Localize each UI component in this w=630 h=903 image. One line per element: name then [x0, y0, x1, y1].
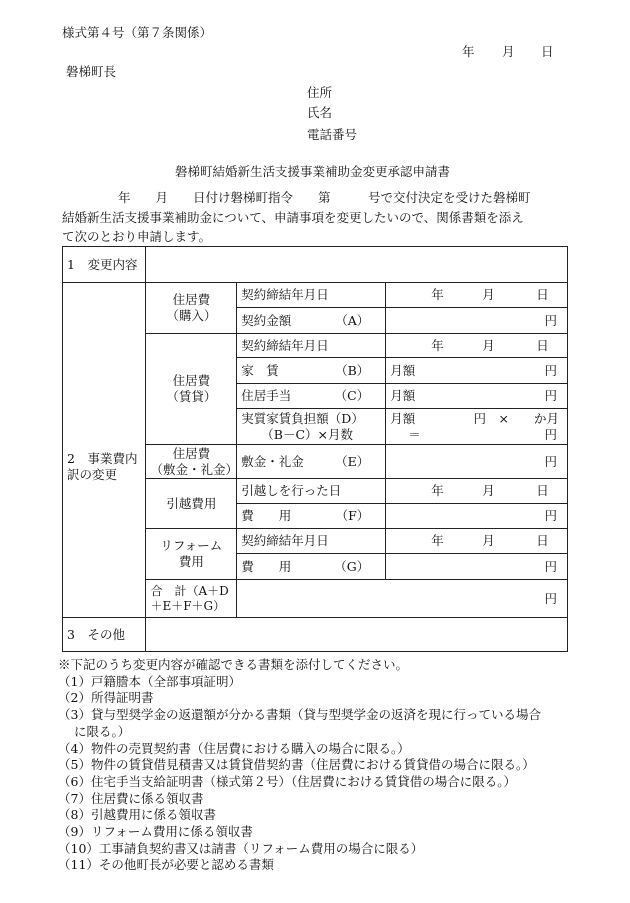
applicant-phone-label: 電話番号: [307, 127, 358, 142]
contract-amount-label: [237, 308, 386, 334]
expense-text: 費 用: [241, 508, 292, 524]
rent-label: [237, 358, 386, 384]
applicant-name-label: 氏名: [307, 105, 333, 120]
yen-unit: 円: [544, 312, 557, 328]
category-moving: 引越費用: [146, 479, 237, 529]
note-item: （5）物件の賃貸借見積書又は賃貸借契約書（住居費における賃貸借の場合に限る。）: [58, 757, 535, 773]
total-line1: 合 計（A＋D: [150, 583, 229, 598]
purchase-line2: （購入）: [166, 308, 217, 323]
housing-allowance-field[interactable]: [386, 384, 568, 409]
section-change-content-label: 1 変更内容: [63, 247, 146, 283]
equals-sign: ＝: [408, 426, 421, 442]
actual-rent-line2: （B－C）×月数: [261, 426, 354, 442]
addressee: 磐梯町長: [66, 64, 117, 79]
rent-text: 家 賃: [241, 362, 279, 378]
intro-line-3: て次のとおり申請します。: [62, 229, 212, 244]
date-day-label: 日: [541, 44, 554, 59]
moving-date-field[interactable]: [386, 479, 568, 504]
category-deposit: [146, 445, 237, 479]
actual-rent-field[interactable]: [386, 409, 568, 445]
year-label: 年: [431, 483, 444, 499]
category-purchase: [146, 283, 237, 334]
actual-rent-line1: 実質家賃負担額（D）: [241, 410, 364, 426]
expense-breakdown-line2: 訳の変更: [67, 467, 118, 482]
application-table: [62, 246, 568, 652]
note-item: （8）引越費用に係る領収書: [58, 807, 216, 823]
purchase-line1: 住居費: [172, 292, 211, 308]
day-label: 日: [536, 533, 549, 549]
month-label: 月: [482, 287, 495, 303]
purchase-contract-date-label: 契約締結年月日: [237, 283, 386, 308]
year-label: 年: [431, 337, 444, 353]
document-title: 磐梯町結婚新生活支援事業補助金変更承認申請書: [175, 164, 451, 179]
monthly-label: 月額: [390, 410, 416, 426]
tag-c: （C）: [334, 388, 370, 404]
note-item: （3）貸与型奨学金の返還額が分かる書類（貸与型奨学金の返済を現に行っている場合: [58, 707, 541, 723]
rent-line2: （賃貸）: [166, 389, 217, 404]
note-item: （4）物件の売買契約書（住居費における購入の場合に限る。）: [58, 740, 410, 756]
intro-line-1: 年 月 日付け磐梯町指令 第 号で交付決定を受けた磐梯町: [118, 190, 531, 205]
rent-contract-date-field[interactable]: [386, 334, 568, 358]
monthly-label: 月額: [390, 362, 416, 378]
expense-text: 費 用: [241, 558, 292, 574]
yen-unit: 円: [544, 426, 557, 442]
reform-expense-field[interactable]: [386, 554, 568, 580]
housing-allowance-label: [237, 384, 386, 409]
reform-contract-date-label: 契約締結年月日: [237, 529, 386, 554]
section-other-label: 3 その他: [63, 618, 146, 652]
rent-field[interactable]: [386, 358, 568, 384]
day-label: 日: [536, 483, 549, 499]
tag-a: （A）: [335, 312, 370, 328]
tag-e: （E）: [335, 453, 370, 469]
reform-line1: リフォーム: [160, 538, 223, 554]
yen-unit: 円: [544, 362, 557, 378]
times-months-label: 円 × か月: [473, 410, 559, 426]
date-month-label: 月: [502, 44, 515, 59]
moving-expense-field[interactable]: [386, 504, 568, 529]
note-item: （9）リフォーム費用に係る領収書: [58, 824, 253, 840]
moving-expense-label: [237, 504, 386, 529]
reform-expense-label: [237, 554, 386, 580]
note-item: （7）住居費に係る領収書: [58, 790, 204, 806]
contract-amount-text: 契約金額: [241, 312, 292, 328]
change-content-field[interactable]: [146, 247, 568, 283]
year-label: 年: [431, 287, 444, 303]
rent-contract-date-label: 契約締結年月日: [237, 334, 386, 358]
deposit-label: [237, 445, 386, 479]
form-number: 様式第４号（第７条関係）: [62, 25, 213, 40]
month-label: 月: [482, 483, 495, 499]
yen-unit: 円: [544, 558, 557, 574]
month-label: 月: [482, 337, 495, 353]
note-item: （11）その他町長が必要と認める書類: [58, 857, 274, 873]
yen-unit: 円: [544, 590, 557, 606]
day-label: 日: [536, 287, 549, 303]
note-item-continuation: に限る。）: [74, 723, 131, 739]
applicant-address-label: 住所: [307, 85, 333, 100]
actual-rent-label: [237, 409, 386, 445]
yen-unit: 円: [544, 388, 557, 404]
tag-b: （B）: [335, 362, 370, 378]
moving-date-label: 引越しを行った日: [237, 479, 386, 504]
note-item: （6）住宅手当支給証明書（様式第２号）（住居費における賃貸借の場合に限る。）: [58, 773, 516, 789]
tag-g: （G）: [334, 558, 370, 574]
other-field[interactable]: [146, 618, 568, 652]
deposit-text: 敷金・礼金: [241, 453, 304, 469]
total-field[interactable]: [237, 580, 568, 618]
monthly-label: 月額: [390, 388, 416, 404]
contract-amount-field[interactable]: [386, 308, 568, 334]
expense-breakdown-line1: 2 事業費内: [67, 451, 138, 467]
tag-f: （F）: [335, 508, 370, 524]
reform-contract-date-field[interactable]: [386, 529, 568, 554]
section-expense-breakdown-label: [63, 283, 146, 618]
rent-line1: 住居費: [172, 373, 211, 389]
purchase-contract-date-field[interactable]: [386, 283, 568, 308]
category-reform: [146, 529, 237, 580]
category-rent: [146, 334, 237, 445]
date-year-label: 年: [462, 44, 475, 59]
total-label: [146, 580, 237, 618]
deposit-field[interactable]: [386, 445, 568, 479]
attachment-notes: [58, 657, 578, 874]
reform-line2: 費用: [178, 554, 204, 569]
note-item: （2）所得証明書: [58, 690, 154, 706]
housing-allowance-text: 住居手当: [241, 388, 292, 404]
intro-line-2: 結婚新生活支援事業補助金について、申請事項を変更したいので、関係書類を添え: [62, 210, 524, 225]
deposit-line1: 住居費: [172, 445, 211, 461]
day-label: 日: [536, 337, 549, 353]
notes-lead: ※下記のうち変更内容が確認できる書類を添付してください。: [58, 657, 409, 672]
month-label: 月: [482, 533, 495, 549]
note-item: （1）戸籍謄本（全部事項証明）: [58, 673, 241, 689]
note-item: （10）工事請負契約書又は請書（リフォーム費用の場合に限る）: [58, 840, 424, 856]
deposit-line2: （敷金・礼金）: [150, 461, 238, 477]
total-line2: ＋E＋F＋G）: [150, 598, 226, 613]
year-label: 年: [431, 533, 444, 549]
yen-unit: 円: [544, 508, 557, 524]
yen-unit: 円: [544, 453, 557, 469]
